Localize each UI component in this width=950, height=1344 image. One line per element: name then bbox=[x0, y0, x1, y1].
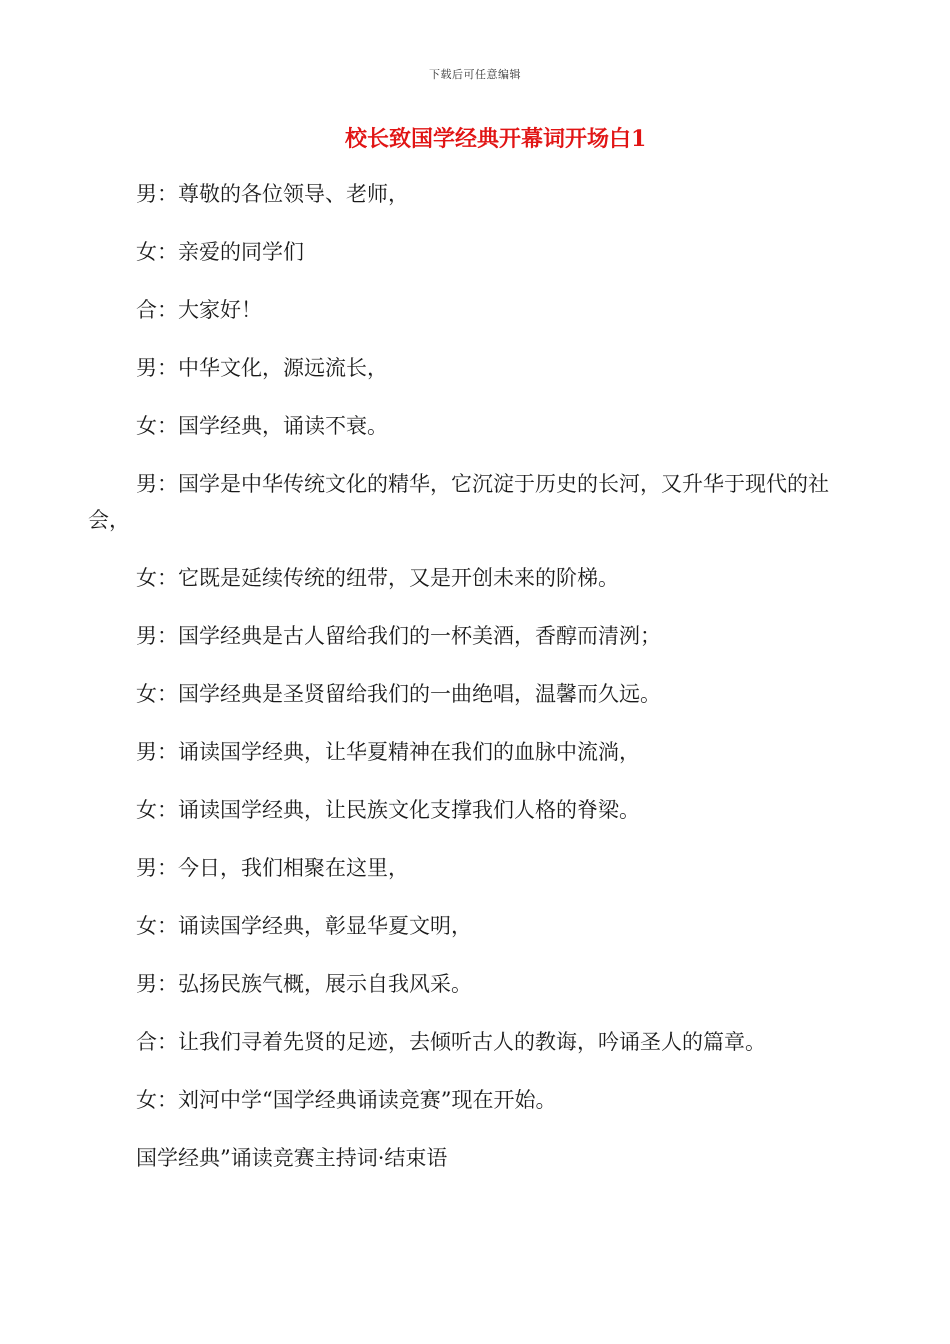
paragraph: 合：让我们寻着先贤的足迹，去倾听古人的教诲，吟诵圣人的篇章。 bbox=[136, 1030, 766, 1054]
page-header-note: 下载后可任意编辑 bbox=[429, 68, 521, 81]
paragraph: 男：诵读国学经典，让华夏精神在我们的血脉中流淌， bbox=[136, 740, 640, 764]
document-body bbox=[88, 176, 858, 1198]
paragraph: 女：亲爱的同学们 bbox=[136, 240, 304, 264]
paragraph: 女：国学经典是圣贤留给我们的一曲绝唱，温馨而久远。 bbox=[136, 682, 661, 706]
paragraph: 国学经典”诵读竞赛主持词·结束语 bbox=[136, 1146, 448, 1170]
paragraph: 女：国学经典，诵读不衰。 bbox=[136, 414, 388, 438]
paragraph: 男：弘扬民族气概，展示自我风采。 bbox=[136, 972, 472, 996]
paragraph: 女：诵读国学经典，让民族文化支撑我们人格的脊梁。 bbox=[136, 798, 640, 822]
paragraph: 女：刘河中学“国学经典诵读竞赛”现在开始。 bbox=[136, 1088, 557, 1112]
paragraph: 男：中华文化，源远流长， bbox=[136, 356, 388, 380]
paragraph: 男：今日，我们相聚在这里， bbox=[136, 856, 409, 880]
paragraph: 男：国学是中华传统文化的精华，它沉淀于历史的长河，又升华于现代的社会， bbox=[88, 472, 829, 532]
paragraph: 女：它既是延续传统的纽带，又是开创未来的阶梯。 bbox=[136, 566, 619, 590]
paragraph: 女：诵读国学经典，彰显华夏文明， bbox=[136, 914, 472, 938]
paragraph: 合：大家好！ bbox=[136, 298, 262, 322]
paragraph: 男：国学经典是古人留给我们的一杯美酒，香醇而清洌； bbox=[136, 624, 661, 648]
paragraph: 男：尊敬的各位领导、老师， bbox=[136, 182, 409, 206]
document-title: 校长致国学经典开幕词开场白1 bbox=[345, 126, 647, 152]
